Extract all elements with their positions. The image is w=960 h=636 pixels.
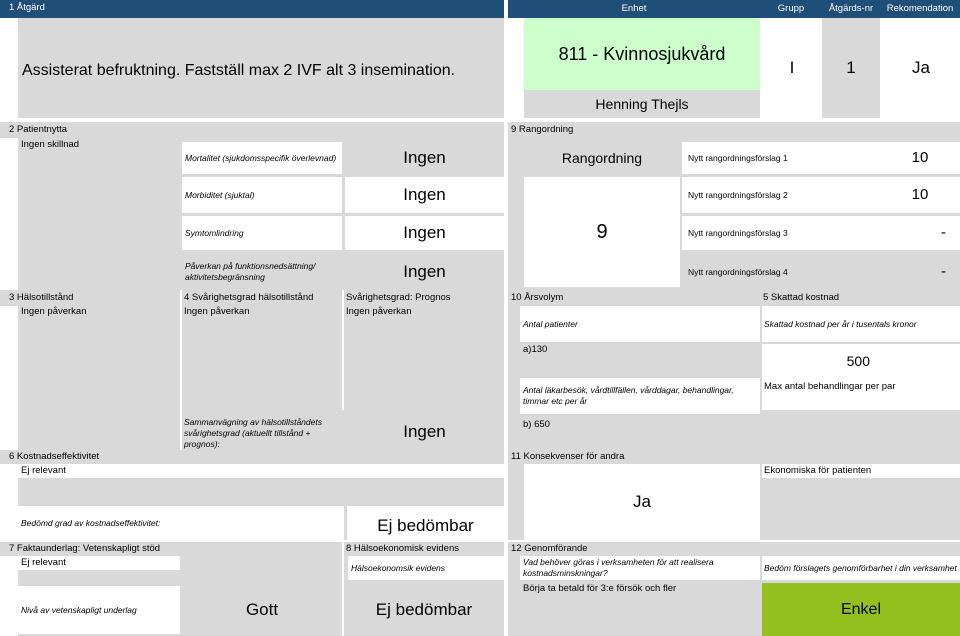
grupp-value: I xyxy=(764,18,820,118)
atgards-nr-value: 1 xyxy=(822,18,880,118)
genomforande-header: 12 Genomförande xyxy=(508,542,960,556)
genomforande-bedomning-value: Enkel xyxy=(762,583,960,636)
arsvolym-header: 10 Årsvolym xyxy=(508,290,760,306)
forslag-3-label: Nytt rangordningsförslag 3 xyxy=(682,216,960,250)
genomforande-svar: Börja ta betald för 3:e försök och fler xyxy=(523,583,677,594)
genomforande-bedomning-label: Bedöm förslagets genomförbarhet i din verksamhet xyxy=(762,556,960,580)
paverkan-value: Ingen xyxy=(403,261,446,281)
patientnytta-value: Ingen skillnad xyxy=(18,138,182,290)
antal-patienter-value: a)130 xyxy=(523,344,548,355)
faktaunderlag-header: 7 Faktaunderlag: Vetenskapligt stöd xyxy=(0,542,342,556)
besok-value: b) 650 xyxy=(523,419,550,430)
max-behandlingar-label: Max antal behandlingar per par xyxy=(762,378,960,410)
halsoekonomisk-label: Hälsoekonomsik evidens xyxy=(348,556,504,580)
header-rekommendation: Rekomendation xyxy=(880,0,960,18)
forslag-2-value: 10 xyxy=(911,186,929,203)
kostnadseffektivitet-header: 6 Kostnadseffektivitet xyxy=(0,450,504,464)
kostnad-header: 5 Skattad kostnad xyxy=(760,290,960,306)
morbiditet-label: Morbiditet (sjuktal) xyxy=(182,177,342,213)
enhet-value: 811 - Kvinnosjukvård xyxy=(524,18,760,90)
rangordning-value: 9 xyxy=(524,177,680,287)
kostnad-value: 500 xyxy=(762,344,960,378)
forslag-2-label: Nytt rangordningsförslag 2 xyxy=(682,177,960,213)
forslag-1-label: Nytt rangordningsförslag 1 xyxy=(682,142,960,174)
niva-value: Gott xyxy=(245,600,279,619)
symtomlindring-value: Ingen xyxy=(345,216,504,250)
prognos-header: Svårighetsgrad: Prognos xyxy=(344,290,504,306)
rangordning-header: 9 Rangordning xyxy=(508,122,960,138)
symtomlindring-label: Symtomlindring xyxy=(182,216,342,250)
rekommendation-value: Ja xyxy=(882,18,960,118)
header-atgards-nr: Åtgärds-nr xyxy=(822,0,880,18)
morbiditet-value: Ingen xyxy=(345,177,504,213)
atgard-title: Assisterat befruktning. Fastställ max 2 IVF alt 3 insemination. xyxy=(22,62,456,79)
niva-label: Nivå av vetenskapligt underlag xyxy=(18,586,180,634)
svarighetsgrad-value: Ingen påverkan xyxy=(182,306,342,410)
prognos-value: Ingen påverkan xyxy=(344,306,504,410)
antal-patienter-label: Antal patienter xyxy=(520,306,760,342)
rangordning-label: Rangordning xyxy=(561,150,643,166)
konsekvenser-header: 11 Konsekvenser för andra xyxy=(508,450,960,464)
mortalitet-label: Mortalitet (sjukdomsspecifik överlevnad) xyxy=(182,142,342,174)
halsoekonomisk-header: 8 Hälsoekonomisk evidens xyxy=(344,542,504,556)
faktaunderlag-value: Ej relevant xyxy=(18,556,180,570)
sammanvagning-value: Ingen xyxy=(403,421,446,441)
halsoekonomisk-value: Ej bedömbar xyxy=(375,600,473,619)
header-grupp: Grupp xyxy=(760,0,822,18)
header-enhet: Enhet xyxy=(508,0,760,18)
forslag-3-value: - xyxy=(941,224,946,241)
enhet-person: Henning Thejls xyxy=(524,90,760,118)
mortalitet-value: Ingen xyxy=(403,148,446,167)
forslag-1-value: 10 xyxy=(911,149,929,166)
kostnadseffektivitet-value: Ej relevant xyxy=(18,464,504,478)
svarighetsgrad-header: 4 Svårighetsgrad hälsotillstånd xyxy=(182,290,342,306)
paverkan-label: Påverkan på funktionsnedsättning/ aktivitetsbegränsning xyxy=(185,260,316,282)
halsotillstand-header: 3 Hälsotillstånd xyxy=(0,290,180,306)
genomforande-fraga: Vad behöver göras i verksamheten för att realisera kostnadsminskningar? xyxy=(520,556,760,580)
patientnytta-header: 2 Patientnytta xyxy=(0,122,504,138)
halsotillstand-value: Ingen påverkan xyxy=(18,306,180,450)
ekonomiska-label: Ekonomiska för patienten xyxy=(762,464,960,478)
besok-label: Antal läkarbesök, vårdtillfällen, vårddagar, behandlingar, timmar etc per år xyxy=(520,378,760,414)
sammanvagning-label: Sammanvägning av hälsotillståndets svårighetsgrad (aktuellt tillstånd + prognos): xyxy=(184,416,322,449)
kostnad-label: Skattad kostnad per år i tusentals kronor xyxy=(762,306,960,342)
header-atgard: 1 Åtgärd xyxy=(0,0,504,18)
kostnadseffektivitet-grad-value: Ej bedömbar xyxy=(347,506,504,540)
forslag-4-value: - xyxy=(941,263,946,280)
kostnadseffektivitet-grad-label: Bedömd grad av kostnadseffektivitet: xyxy=(18,506,344,540)
forslag-4-label: Nytt rangordningsförslag 4 xyxy=(688,266,788,277)
konsekvenser-value: Ja xyxy=(524,464,760,540)
